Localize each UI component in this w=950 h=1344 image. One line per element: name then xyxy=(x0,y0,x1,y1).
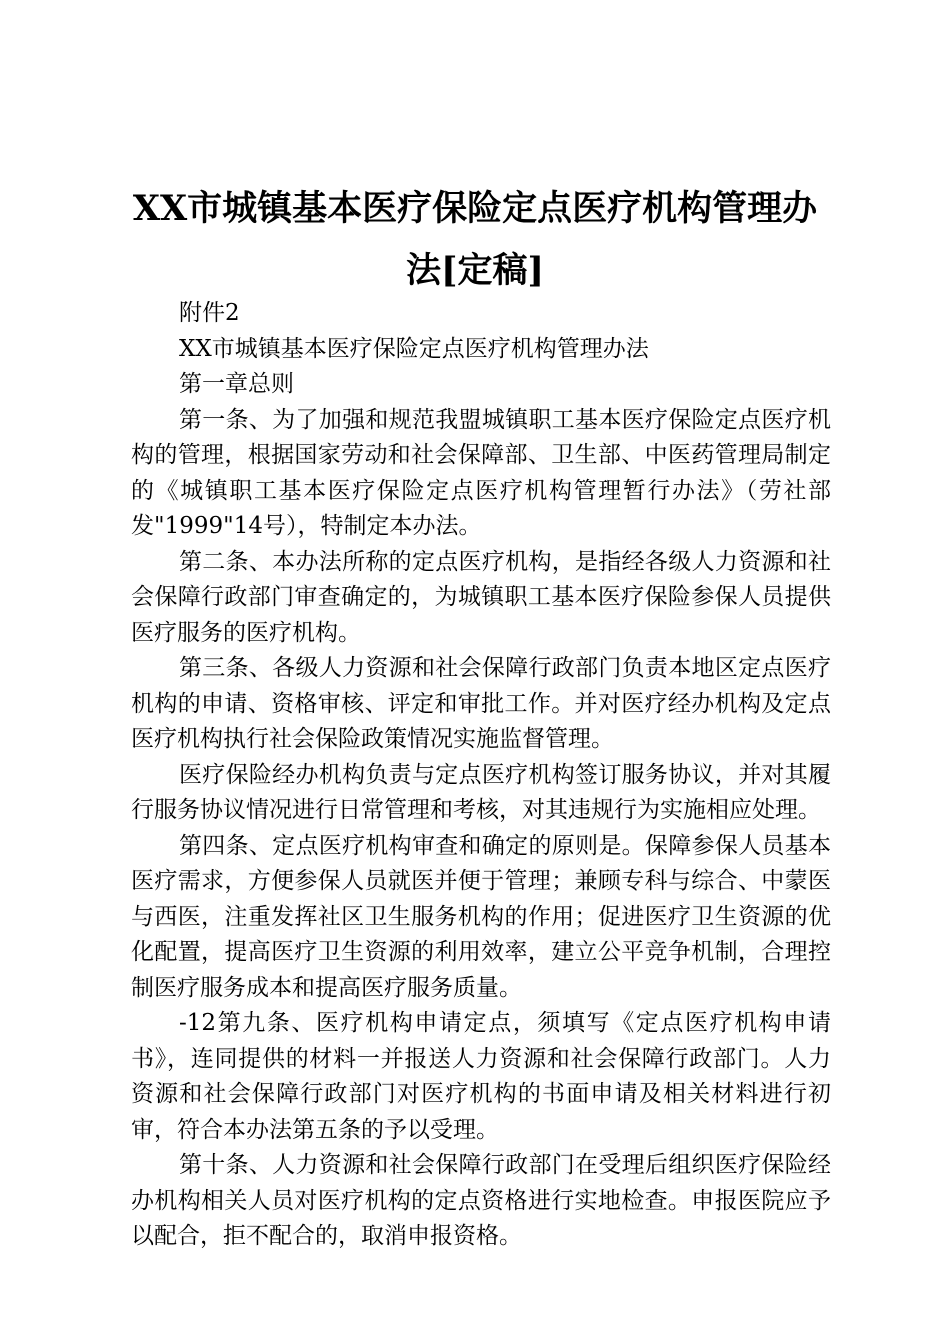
article-paragraph: 第二条、本办法所称的定点医疗机构，是指经各级人力资源和社会保障行政部门审查确定的，为城镇职工基本医疗保险参保人员提供医疗服务的医疗机构。 xyxy=(131,548,831,646)
attachment-label: 附件2 xyxy=(179,300,240,326)
document-body xyxy=(131,296,831,1255)
article-paragraph: 第十条、人力资源和社会保障行政部门在受理后组织医疗保险经办机构相关人员对医疗机构的定点资格进行实地检查。申报医院应予以配合，拒不配合的，取消申报资格。 xyxy=(131,1152,831,1249)
article-paragraph: 第三条、各级人力资源和社会保障行政部门负责本地区定点医疗机构的申请、资格审核、评定和审批工作。并对医疗经办机构及定点医疗机构执行社会保险政策情况实施监督管理。 xyxy=(131,655,831,752)
document-title: XX市城镇基本医疗保险定点医疗机构管理办法[定稿] xyxy=(132,188,818,291)
subtitle: XX市城镇基本医疗保险定点医疗机构管理办法 xyxy=(179,335,649,362)
article-paragraph: 第四条、定点医疗机构审查和确定的原则是。保障参保人员基本医疗需求，方便参保人员就医并便于管理；兼顾专科与综合、中蒙医与西医，注重发挥社区卫生服务机构的作用；促进医疗卫生资源的优化配置，提高医疗卫生资源的利用效率，建立公平竞争机制，合理控制医疗服务成本和提高医疗服务质量。 xyxy=(131,832,831,1001)
article-paragraph: 第一条、为了加强和规范我盟城镇职工基本医疗保险定点医疗机构的管理，根据国家劳动和社会保障部、卫生部、中医药管理局制定的《城镇职工基本医疗保险定点医疗机构管理暂行办法》（劳社部发"1999"14号），特制定本办法。 xyxy=(131,406,831,539)
chapter-heading: 第一章总则 xyxy=(179,371,294,397)
article-paragraph: -12第九条、医疗机构申请定点，须填写《定点医疗机构申请书》，连同提供的材料一并报送人力资源和社会保障行政部门。人力资源和社会保障行政部门对医疗机构的书面申请及相关材料进行初审，符合本办法第五条的予以受理。 xyxy=(131,1010,831,1143)
article-paragraph: 医疗保险经办机构负责与定点医疗机构签订服务协议，并对其履行服务协议情况进行日常管理和考核，对其违规行为实施相应处理。 xyxy=(131,761,831,823)
